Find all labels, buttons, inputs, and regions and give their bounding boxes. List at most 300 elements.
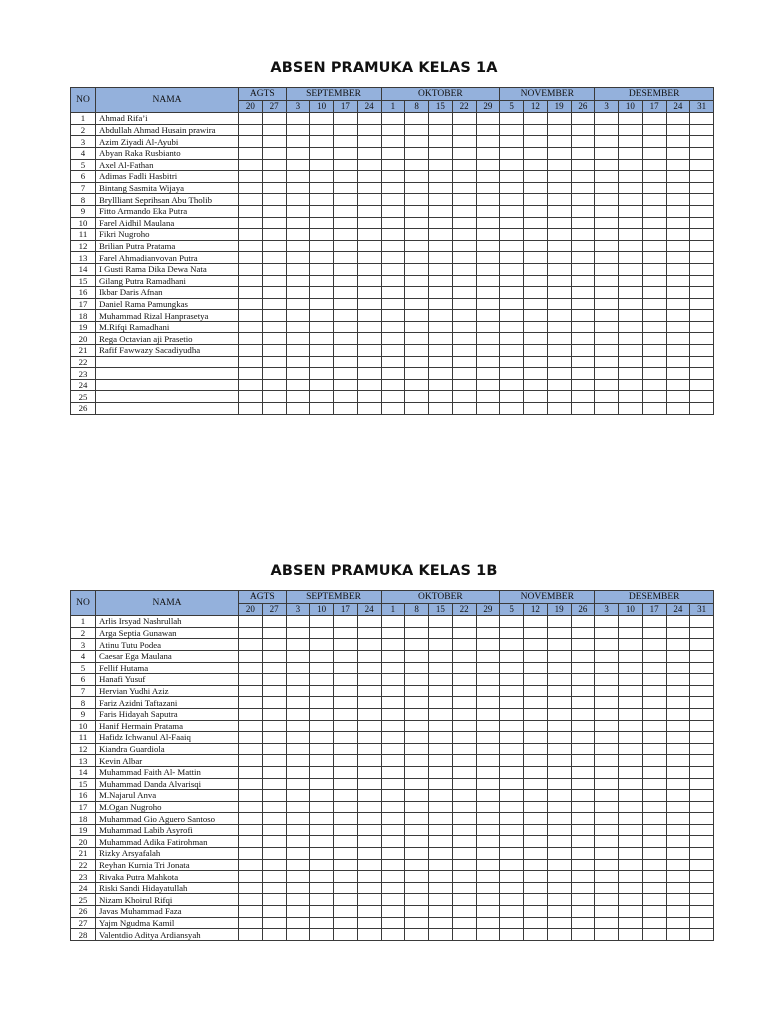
- attendance-cell: [524, 766, 548, 778]
- row-number: 19: [71, 321, 96, 333]
- attendance-cell: [452, 379, 476, 391]
- attendance-cell: [334, 159, 358, 171]
- attendance-cell: [500, 275, 524, 287]
- attendance-cell: [381, 743, 405, 755]
- row-number: 9: [71, 205, 96, 217]
- attendance-cell: [476, 929, 500, 941]
- attendance-cell: [334, 697, 358, 709]
- row-number: 6: [71, 171, 96, 183]
- attendance-cell: [619, 240, 643, 252]
- attendance-cell: [405, 824, 429, 836]
- attendance-cell: [642, 929, 666, 941]
- attendance-cell: [334, 871, 358, 883]
- attendance-cell: [666, 755, 690, 767]
- attendance-cell: [524, 182, 548, 194]
- student-row: [71, 627, 714, 639]
- attendance-cell: [595, 368, 619, 380]
- attendance-cell: [357, 333, 381, 345]
- attendance-cell: [690, 674, 714, 686]
- attendance-cell: [500, 859, 524, 871]
- attendance-cell: [405, 136, 429, 148]
- attendance-cell: [357, 217, 381, 229]
- attendance-cell: [381, 252, 405, 264]
- attendance-cell: [381, 766, 405, 778]
- attendance-cell: [666, 685, 690, 697]
- student-row: [71, 229, 714, 241]
- attendance-cell: [619, 124, 643, 136]
- attendance-cell: [357, 205, 381, 217]
- attendance-cell: [310, 356, 334, 368]
- attendance-cell: [286, 894, 310, 906]
- student-row: [71, 379, 714, 391]
- attendance-cell: [642, 217, 666, 229]
- attendance-cell: [381, 298, 405, 310]
- attendance-cell: [571, 778, 595, 790]
- attendance-cell: [405, 252, 429, 264]
- attendance-cell: [262, 859, 286, 871]
- attendance-cell: [666, 333, 690, 345]
- student-row: [71, 240, 714, 252]
- attendance-cell: [524, 778, 548, 790]
- attendance-cell: [524, 321, 548, 333]
- date-header: 24: [357, 100, 381, 113]
- attendance-cell: [357, 882, 381, 894]
- attendance-cell: [381, 240, 405, 252]
- attendance-cell: [547, 124, 571, 136]
- attendance-cell: [286, 240, 310, 252]
- attendance-cell: [619, 929, 643, 941]
- row-number: 2: [71, 124, 96, 136]
- attendance-cell: [381, 205, 405, 217]
- attendance-cell: [642, 136, 666, 148]
- attendance-cell: [286, 287, 310, 299]
- attendance-cell: [262, 147, 286, 159]
- attendance-cell: [239, 616, 263, 628]
- attendance-cell: [452, 310, 476, 322]
- attendance-cell: [286, 205, 310, 217]
- attendance-cell: [286, 743, 310, 755]
- attendance-cell: [357, 379, 381, 391]
- attendance-cell: [286, 778, 310, 790]
- student-row: [71, 929, 714, 941]
- attendance-cell: [666, 929, 690, 941]
- attendance-cell: [547, 906, 571, 918]
- attendance-cell: [666, 298, 690, 310]
- attendance-cell: [286, 627, 310, 639]
- attendance-cell: [642, 205, 666, 217]
- attendance-cell: [429, 778, 453, 790]
- attendance-cell: [452, 263, 476, 275]
- attendance-cell: [476, 790, 500, 802]
- attendance-cell: [429, 205, 453, 217]
- student-name: Hanif Hermain Pratama: [96, 720, 239, 732]
- attendance-cell: [429, 263, 453, 275]
- attendance-cell: [262, 894, 286, 906]
- attendance-cell: [334, 356, 358, 368]
- attendance-cell: [381, 403, 405, 415]
- student-name: Muhammad Rizal Hanprasetya: [96, 310, 239, 322]
- date-header: 10: [619, 603, 643, 616]
- attendance-cell: [476, 755, 500, 767]
- attendance-cell: [500, 217, 524, 229]
- attendance-cell: [381, 882, 405, 894]
- attendance-cell: [286, 697, 310, 709]
- attendance-cell: [381, 275, 405, 287]
- student-name: Fitto Armando Eka Putra: [96, 205, 239, 217]
- attendance-cell: [452, 708, 476, 720]
- attendance-cell: [642, 194, 666, 206]
- attendance-cell: [357, 194, 381, 206]
- row-number: 5: [71, 159, 96, 171]
- attendance-cell: [547, 732, 571, 744]
- attendance-cell: [690, 113, 714, 125]
- attendance-cell: [262, 836, 286, 848]
- attendance-cell: [405, 321, 429, 333]
- row-number: 14: [71, 766, 96, 778]
- student-row: [71, 159, 714, 171]
- no-header: NO: [71, 88, 96, 113]
- attendance-cell: [690, 194, 714, 206]
- attendance-cell: [571, 627, 595, 639]
- attendance-cell: [476, 639, 500, 651]
- attendance-cell: [642, 836, 666, 848]
- attendance-cell: [357, 182, 381, 194]
- attendance-cell: [262, 639, 286, 651]
- attendance-cell: [666, 240, 690, 252]
- attendance-cell: [239, 252, 263, 264]
- attendance-cell: [547, 674, 571, 686]
- student-row: [71, 778, 714, 790]
- attendance-cell: [239, 917, 263, 929]
- attendance-cell: [357, 391, 381, 403]
- row-number: 11: [71, 732, 96, 744]
- attendance-cell: [642, 298, 666, 310]
- attendance-cell: [334, 801, 358, 813]
- attendance-cell: [239, 929, 263, 941]
- student-name: Muhammad Danda Alvarisqi: [96, 778, 239, 790]
- student-row: [71, 801, 714, 813]
- month-header: DESEMBER: [595, 591, 714, 604]
- attendance-cell: [405, 240, 429, 252]
- attendance-cell: [500, 639, 524, 651]
- attendance-cell: [262, 113, 286, 125]
- student-name: Bintang Sasmita Wijaya: [96, 182, 239, 194]
- row-number: 27: [71, 917, 96, 929]
- attendance-cell: [405, 287, 429, 299]
- attendance-cell: [334, 848, 358, 860]
- attendance-cell: [642, 368, 666, 380]
- attendance-cell: [690, 650, 714, 662]
- attendance-cell: [690, 147, 714, 159]
- attendance-cell: [239, 848, 263, 860]
- date-header: 3: [595, 603, 619, 616]
- student-name: Nizam Khoirul Rifqi: [96, 894, 239, 906]
- student-name: Ikbar Daris Afnan: [96, 287, 239, 299]
- attendance-cell: [239, 147, 263, 159]
- attendance-cell: [381, 662, 405, 674]
- attendance-cell: [642, 732, 666, 744]
- attendance-cell: [357, 240, 381, 252]
- row-number: 16: [71, 790, 96, 802]
- student-name: Abyan Raka Rusbianto: [96, 147, 239, 159]
- attendance-cell: [690, 766, 714, 778]
- attendance-cell: [500, 708, 524, 720]
- attendance-cell: [405, 743, 429, 755]
- attendance-cell: [239, 662, 263, 674]
- attendance-cell: [429, 743, 453, 755]
- attendance-cell: [405, 333, 429, 345]
- attendance-cell: [619, 147, 643, 159]
- student-row: [71, 113, 714, 125]
- attendance-cell: [666, 917, 690, 929]
- attendance-cell: [524, 639, 548, 651]
- student-name: Reyhan Kurnia Tri Jonata: [96, 859, 239, 871]
- attendance-cell: [666, 766, 690, 778]
- attendance-cell: [690, 755, 714, 767]
- attendance-cell: [357, 743, 381, 755]
- attendance-cell: [405, 217, 429, 229]
- attendance-cell: [524, 813, 548, 825]
- attendance-cell: [239, 732, 263, 744]
- attendance-cell: [500, 929, 524, 941]
- attendance-cell: [334, 171, 358, 183]
- attendance-cell: [286, 229, 310, 241]
- attendance-cell: [239, 345, 263, 357]
- attendance-cell: [429, 298, 453, 310]
- student-row: [71, 836, 714, 848]
- attendance-cell: [286, 720, 310, 732]
- row-number: 1: [71, 616, 96, 628]
- attendance-cell: [334, 732, 358, 744]
- row-number: 24: [71, 379, 96, 391]
- date-header: 12: [524, 603, 548, 616]
- attendance-cell: [571, 356, 595, 368]
- attendance-cell: [357, 790, 381, 802]
- attendance-cell: [286, 217, 310, 229]
- student-name: [96, 356, 239, 368]
- date-header: 31: [690, 100, 714, 113]
- attendance-cell: [547, 205, 571, 217]
- attendance-cell: [666, 836, 690, 848]
- attendance-cell: [642, 182, 666, 194]
- row-number: 8: [71, 194, 96, 206]
- attendance-cell: [500, 616, 524, 628]
- student-row: [71, 171, 714, 183]
- date-header: 24: [666, 100, 690, 113]
- attendance-cell: [690, 182, 714, 194]
- attendance-cell: [405, 766, 429, 778]
- attendance-cell: [595, 147, 619, 159]
- row-number: 5: [71, 662, 96, 674]
- attendance-cell: [310, 113, 334, 125]
- attendance-cell: [357, 650, 381, 662]
- attendance-cell: [500, 755, 524, 767]
- attendance-cell: [239, 906, 263, 918]
- attendance-cell: [262, 171, 286, 183]
- attendance-cell: [524, 674, 548, 686]
- attendance-cell: [381, 790, 405, 802]
- row-number: 21: [71, 848, 96, 860]
- student-row: [71, 871, 714, 883]
- attendance-cell: [500, 894, 524, 906]
- attendance-cell: [334, 345, 358, 357]
- attendance-cell: [666, 159, 690, 171]
- attendance-cell: [500, 674, 524, 686]
- attendance-cell: [452, 616, 476, 628]
- attendance-cell: [547, 159, 571, 171]
- attendance-cell: [500, 391, 524, 403]
- attendance-cell: [381, 848, 405, 860]
- date-header: 20: [239, 100, 263, 113]
- attendance-cell: [571, 650, 595, 662]
- attendance-cell: [381, 894, 405, 906]
- attendance-cell: [357, 697, 381, 709]
- attendance-cell: [357, 685, 381, 697]
- month-header: AGTS: [239, 591, 287, 604]
- attendance-cell: [429, 113, 453, 125]
- attendance-cell: [262, 906, 286, 918]
- attendance-cell: [357, 639, 381, 651]
- date-header: 29: [476, 100, 500, 113]
- attendance-cell: [262, 813, 286, 825]
- attendance-cell: [405, 391, 429, 403]
- attendance-cell: [524, 929, 548, 941]
- attendance-cell: [642, 894, 666, 906]
- attendance-cell: [547, 263, 571, 275]
- attendance-cell: [286, 379, 310, 391]
- attendance-cell: [429, 345, 453, 357]
- attendance-cell: [310, 906, 334, 918]
- attendance-cell: [334, 917, 358, 929]
- student-row: [71, 639, 714, 651]
- attendance-cell: [524, 697, 548, 709]
- student-name: Atinu Tutu Podea: [96, 639, 239, 651]
- attendance-cell: [547, 755, 571, 767]
- attendance-cell: [500, 263, 524, 275]
- attendance-cell: [239, 836, 263, 848]
- attendance-cell: [595, 778, 619, 790]
- attendance-cell: [357, 345, 381, 357]
- attendance-cell: [642, 720, 666, 732]
- attendance-cell: [357, 894, 381, 906]
- attendance-cell: [524, 159, 548, 171]
- attendance-cell: [429, 321, 453, 333]
- attendance-cell: [500, 182, 524, 194]
- attendance-cell: [405, 124, 429, 136]
- attendance-cell: [666, 882, 690, 894]
- attendance-cell: [571, 929, 595, 941]
- attendance-cell: [642, 379, 666, 391]
- attendance-cell: [239, 379, 263, 391]
- attendance-cell: [429, 229, 453, 241]
- attendance-cell: [381, 229, 405, 241]
- attendance-cell: [357, 917, 381, 929]
- attendance-cell: [310, 240, 334, 252]
- month-header: OKTOBER: [381, 591, 500, 604]
- attendance-cell: [381, 159, 405, 171]
- attendance-cell: [239, 720, 263, 732]
- attendance-cell: [476, 871, 500, 883]
- attendance-cell: [334, 217, 358, 229]
- attendance-cell: [262, 275, 286, 287]
- student-name: Muhammad Faith Al- Mattin: [96, 766, 239, 778]
- attendance-cell: [571, 217, 595, 229]
- attendance-cell: [500, 240, 524, 252]
- attendance-cell: [239, 824, 263, 836]
- attendance-cell: [405, 263, 429, 275]
- attendance-cell: [642, 917, 666, 929]
- student-row: [71, 720, 714, 732]
- attendance-cell: [619, 848, 643, 860]
- attendance-cell: [619, 113, 643, 125]
- attendance-cell: [476, 403, 500, 415]
- attendance-cell: [666, 824, 690, 836]
- student-row: [71, 882, 714, 894]
- attendance-cell: [642, 639, 666, 651]
- date-header: 10: [310, 100, 334, 113]
- attendance-cell: [429, 159, 453, 171]
- attendance-cell: [452, 240, 476, 252]
- attendance-cell: [500, 720, 524, 732]
- attendance-cell: [452, 113, 476, 125]
- attendance-cell: [405, 379, 429, 391]
- attendance-cell: [310, 917, 334, 929]
- attendance-cell: [429, 917, 453, 929]
- attendance-cell: [239, 801, 263, 813]
- attendance-cell: [690, 310, 714, 322]
- row-number: 25: [71, 894, 96, 906]
- attendance-cell: [239, 136, 263, 148]
- attendance-cell: [310, 217, 334, 229]
- attendance-cell: [310, 275, 334, 287]
- attendance-cell: [547, 894, 571, 906]
- student-row: [71, 194, 714, 206]
- attendance-cell: [310, 171, 334, 183]
- attendance-cell: [476, 848, 500, 860]
- date-header: 17: [642, 603, 666, 616]
- attendance-cell: [239, 310, 263, 322]
- attendance-cell: [547, 743, 571, 755]
- attendance-cell: [286, 790, 310, 802]
- date-header: 1: [381, 603, 405, 616]
- attendance-cell: [286, 298, 310, 310]
- date-header: 22: [452, 100, 476, 113]
- attendance-cell: [666, 616, 690, 628]
- attendance-cell: [524, 859, 548, 871]
- attendance-cell: [452, 136, 476, 148]
- attendance-cell: [571, 136, 595, 148]
- attendance-cell: [286, 321, 310, 333]
- attendance-cell: [524, 616, 548, 628]
- attendance-cell: [429, 906, 453, 918]
- attendance-cell: [642, 159, 666, 171]
- attendance-cell: [476, 859, 500, 871]
- attendance-cell: [547, 298, 571, 310]
- row-number: 13: [71, 755, 96, 767]
- attendance-cell: [642, 813, 666, 825]
- attendance-cell: [476, 743, 500, 755]
- attendance-cell: [239, 639, 263, 651]
- attendance-cell: [310, 182, 334, 194]
- attendance-cell: [405, 298, 429, 310]
- attendance-cell: [286, 333, 310, 345]
- attendance-cell: [547, 801, 571, 813]
- attendance-cell: [476, 171, 500, 183]
- student-name: Farel Ahmadianvovan Putra: [96, 252, 239, 264]
- attendance-cell: [429, 616, 453, 628]
- row-number: 3: [71, 136, 96, 148]
- attendance-cell: [619, 906, 643, 918]
